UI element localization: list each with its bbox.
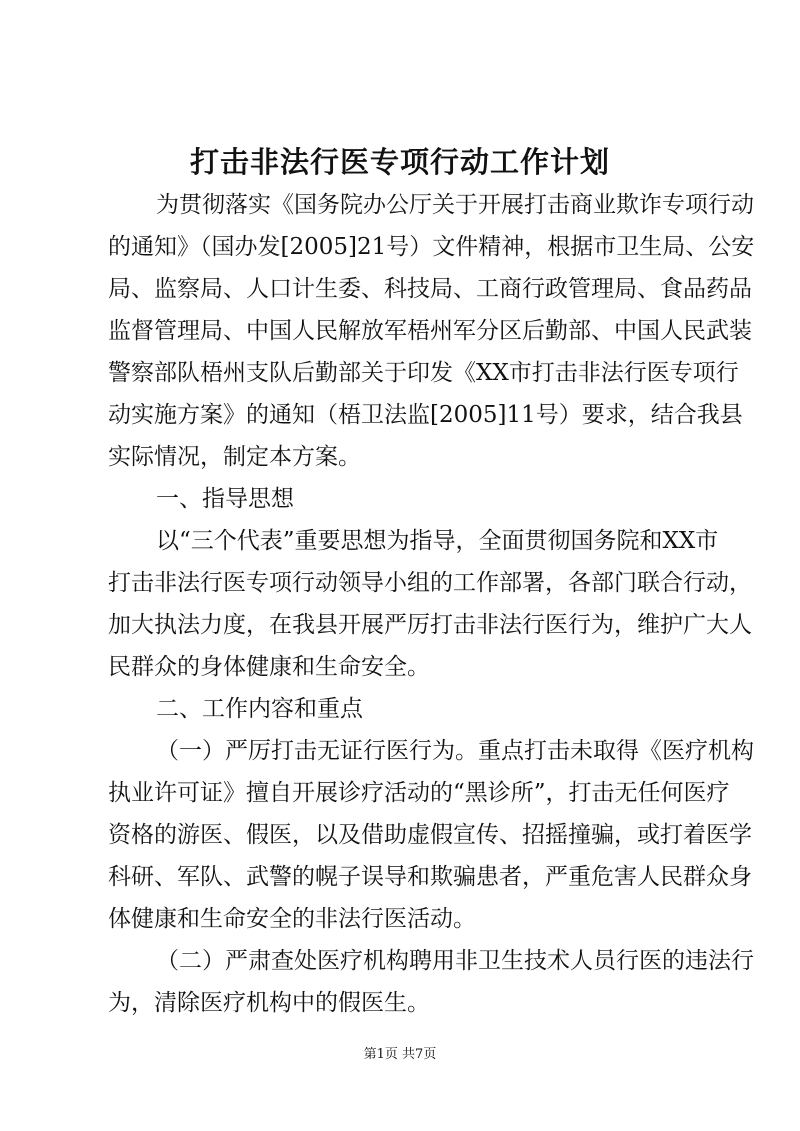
paragraph-line: 局、监察局、人口计生委、科技局、工商行政管理局、食品药品 <box>108 276 752 302</box>
paragraph-line: （一）严厉打击无证行医行为。重点打击未取得《医疗机构 <box>156 738 754 764</box>
paragraph-line: 为贯彻落实《国务院办公厅关于开展打击商业欺诈专项行动 <box>156 192 754 218</box>
paragraph-line: 加大执法力度，在我县开展严厉打击非法行医行为，维护广大人 <box>108 612 752 638</box>
paragraph-line: 资格的游医、假医，以及借助虚假宣传、招摇撞骗，或打着医学 <box>108 822 752 848</box>
paragraph-line: 动实施方案》的通知（梧卫法监[2005]11号）要求，结合我县 <box>108 402 743 428</box>
paragraph-line: 体健康和生命安全的非法行医活动。 <box>108 906 476 932</box>
document-title: 打击非法行医专项行动工作计划 <box>189 145 610 179</box>
paragraph-line: 的通知》（国办发[2005]21号）文件精神，根据市卫生局、公安 <box>108 234 755 260</box>
paragraph-line: 为，清除医疗机构中的假医生。 <box>108 990 430 1016</box>
document-body <box>108 184 755 1024</box>
paragraph-line: 执业许可证》擅自开展诊疗活动的“黑诊所”，打击无任何医疗 <box>108 780 730 806</box>
paragraph-line: 民群众的身体健康和生命安全。 <box>108 654 430 680</box>
section-heading: 二、工作内容和重点 <box>156 696 363 722</box>
paragraph-line: 警察部队梧州支队后勤部关于印发《XX市打击非法行医专项行 <box>108 360 739 386</box>
paragraph-line: 监督管理局、中国人民解放军梧州军分区后勤部、中国人民武装 <box>108 318 752 344</box>
paragraph-line: 科研、军队、武警的幌子误导和欺骗患者，严重危害人民群众身 <box>108 864 752 890</box>
paragraph-line: （二）严肃查处医疗机构聘用非卫生技术人员行医的违法行 <box>156 948 754 974</box>
paragraph-line: 打击非法行医专项行动领导小组的工作部署，各部门联合行动， <box>108 570 752 596</box>
page-number: 第1页 共7页 <box>363 1047 437 1062</box>
paragraph-line: 以“三个代表”重要思想为指导，全面贯彻国务院和XX市 <box>156 528 719 554</box>
paragraph-line: 实际情况，制定本方案。 <box>108 444 361 470</box>
section-heading: 一、指导思想 <box>156 486 294 512</box>
